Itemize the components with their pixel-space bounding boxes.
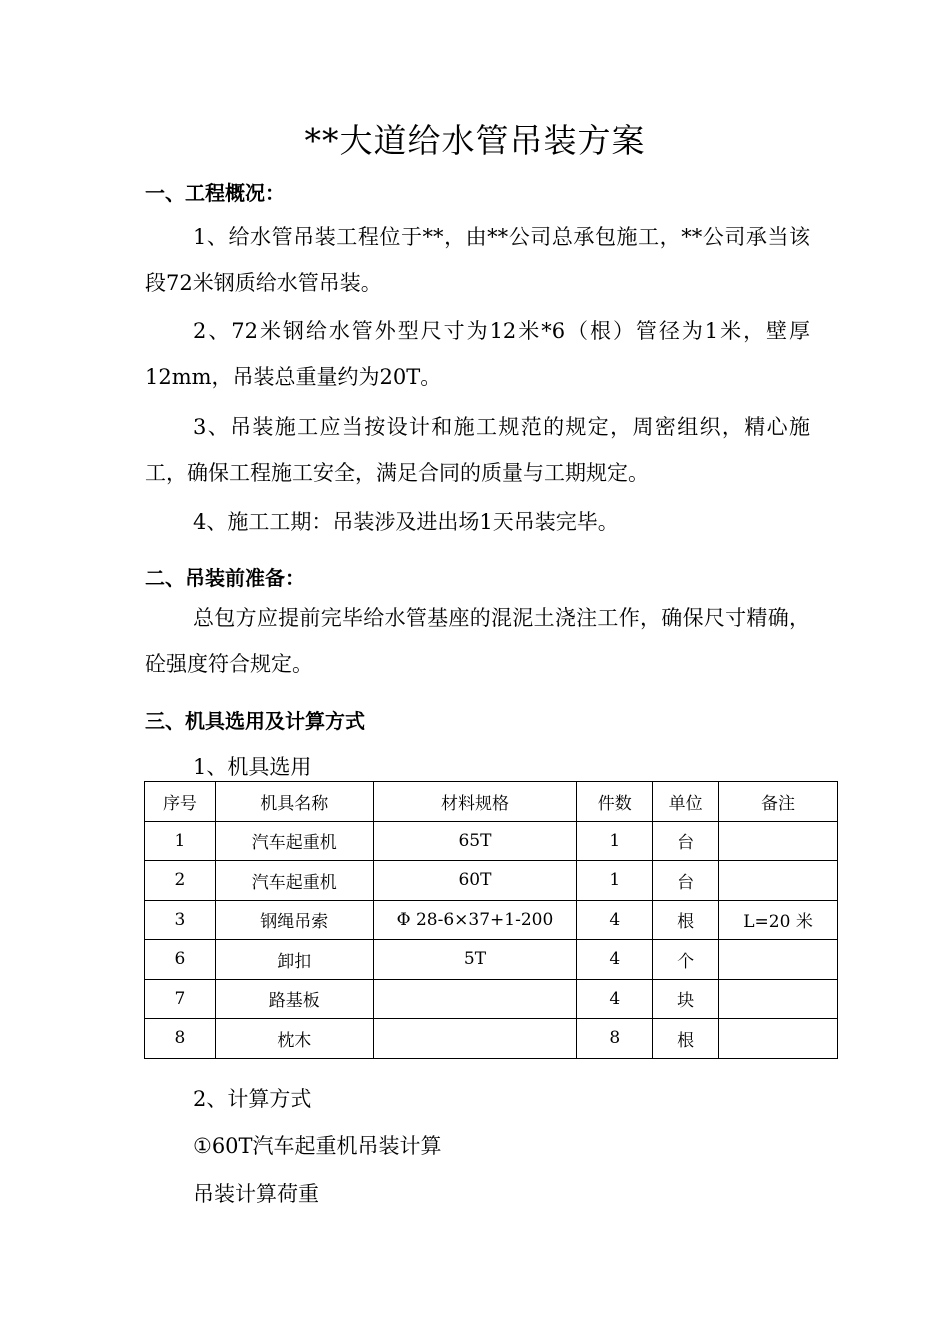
cell-index: 1 xyxy=(145,821,216,861)
table-row xyxy=(145,821,838,861)
table-row xyxy=(145,1019,838,1059)
overview-paragraph-3: 3、吊装施工应当按设计和施工规范的规定，周密组织，精心施工，确保工程施工安全，满足合同的质量与工期规定。 xyxy=(145,415,810,485)
calculation-load-line: 吊装计算荷重 xyxy=(193,1182,319,1206)
cell-remark xyxy=(719,821,838,861)
table-header-row xyxy=(145,782,838,822)
cell-spec: Φ 28-6×37+1-200 xyxy=(373,900,577,940)
cell-index: 7 xyxy=(145,979,216,1019)
cell-unit: 台 xyxy=(653,861,719,901)
preparation-paragraph: 总包方应提前完毕给水管基座的混泥土浇注工作，确保尺寸精确，砼强度符合规定。 xyxy=(145,606,810,676)
calculation-item: ①60T汽车起重机吊装计算 xyxy=(193,1134,442,1158)
calculation-subheading: 2、计算方式 xyxy=(193,1087,312,1111)
cell-tool-name: 枕木 xyxy=(215,1019,373,1059)
section-heading-overview: 一、工程概况： xyxy=(145,181,285,205)
header-unit: 单位 xyxy=(653,782,719,822)
cell-remark xyxy=(719,979,838,1019)
header-remark: 备注 xyxy=(719,782,838,822)
cell-remark xyxy=(719,940,838,980)
header-index: 序号 xyxy=(145,782,216,822)
table-row xyxy=(145,900,838,940)
cell-spec xyxy=(373,979,577,1019)
cell-spec xyxy=(373,1019,577,1059)
header-tool-name: 机具名称 xyxy=(215,782,373,822)
cell-tool-name: 汽车起重机 xyxy=(215,861,373,901)
cell-count: 8 xyxy=(577,1019,653,1059)
cell-spec: 65T xyxy=(373,821,577,861)
table-row xyxy=(145,861,838,901)
overview-paragraph-4: 4、施工工期：吊装涉及进出场1天吊装完毕。 xyxy=(193,510,619,534)
cell-remark xyxy=(719,1019,838,1059)
cell-index: 3 xyxy=(145,900,216,940)
cell-tool-name: 卸扣 xyxy=(215,940,373,980)
cell-unit: 个 xyxy=(653,940,719,980)
cell-count: 4 xyxy=(577,900,653,940)
cell-count: 4 xyxy=(577,940,653,980)
header-spec: 材料规格 xyxy=(373,782,577,822)
tools-table xyxy=(144,781,838,1059)
cell-index: 6 xyxy=(145,940,216,980)
cell-tool-name: 汽车起重机 xyxy=(215,821,373,861)
overview-paragraph-1: 1、给水管吊装工程位于**，由**公司总承包施工，**公司承当该段72米钢质给水管吊装。 xyxy=(145,225,810,295)
cell-unit: 根 xyxy=(653,900,719,940)
cell-unit: 台 xyxy=(653,821,719,861)
tools-subheading: 1、机具选用 xyxy=(193,755,312,779)
cell-remark xyxy=(719,861,838,901)
overview-paragraph-2: 2、72米钢给水管外型尺寸为12米*6（根）管径为1米，壁厚12mm，吊装总重量约为20T。 xyxy=(145,319,810,389)
section-heading-preparation: 二、吊装前准备： xyxy=(145,566,305,590)
cell-index: 8 xyxy=(145,1019,216,1059)
section-heading-tools: 三、机具选用及计算方式 xyxy=(145,709,365,733)
cell-count: 4 xyxy=(577,979,653,1019)
cell-unit: 根 xyxy=(653,1019,719,1059)
cell-remark: L=20 米 xyxy=(719,900,838,940)
header-count: 件数 xyxy=(577,782,653,822)
table-row xyxy=(145,979,838,1019)
cell-spec: 5T xyxy=(373,940,577,980)
table-row xyxy=(145,940,838,980)
cell-count: 1 xyxy=(577,821,653,861)
cell-index: 2 xyxy=(145,861,216,901)
cell-tool-name: 路基板 xyxy=(215,979,373,1019)
cell-tool-name: 钢绳吊索 xyxy=(215,900,373,940)
cell-spec: 60T xyxy=(373,861,577,901)
cell-unit: 块 xyxy=(653,979,719,1019)
cell-count: 1 xyxy=(577,861,653,901)
document-title: **大道给水管吊装方案 xyxy=(304,121,646,160)
